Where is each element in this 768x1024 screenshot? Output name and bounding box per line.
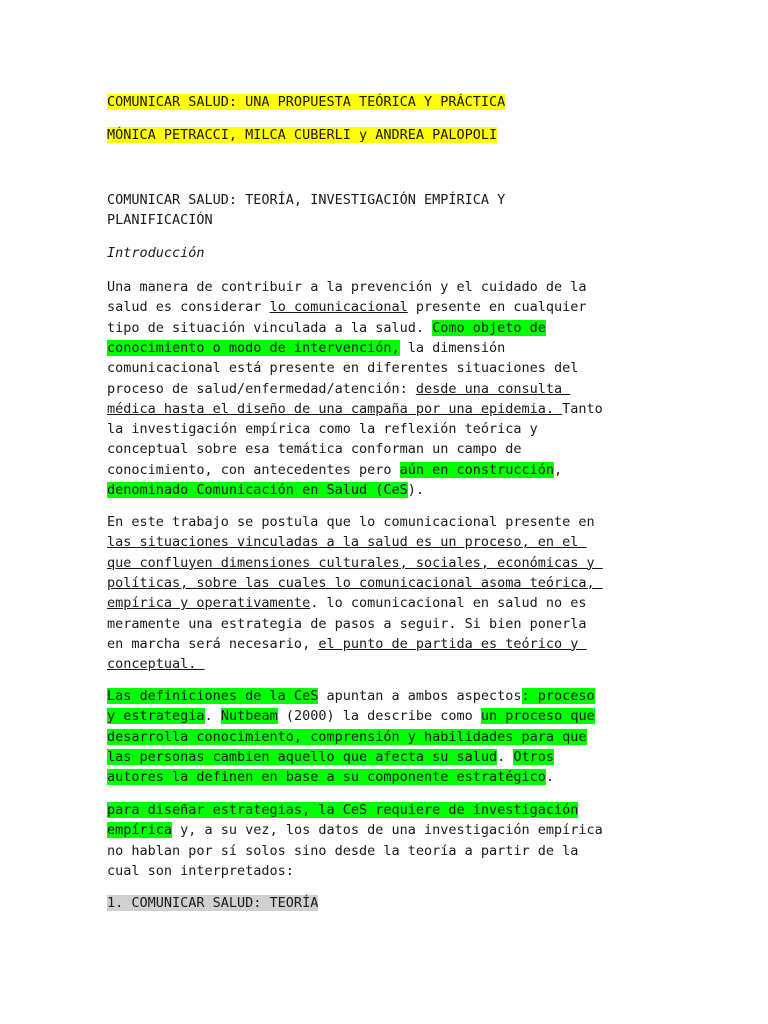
- para4-line: [107, 841, 578, 861]
- text-run: las situaciones vinculadas a la salud es un proceso, en el: [107, 534, 587, 551]
- text-run: Otros: [513, 748, 555, 765]
- para1-line: [107, 399, 603, 419]
- para4-line: [107, 820, 603, 840]
- para3-line: [107, 706, 595, 726]
- para2-line: [107, 654, 205, 674]
- text-run: y estrategia: [107, 708, 205, 725]
- text-run: las personas cambien aquello que afecta su salud: [107, 748, 498, 765]
- text-run: comunicacional está presente en diferentes situaciones del: [107, 360, 579, 377]
- text-run: médica hasta el diseño de una campaña por una epidemia.: [107, 400, 563, 417]
- document-title: COMUNICAR SALUD: UNA PROPUESTA TEÓRICA Y PRÁCTICA: [107, 94, 506, 110]
- text-run: que confluyen dimensiones culturales, sociales, económicas y: [107, 554, 603, 571]
- document-authors: MÓNICA PETRACCI, MILCA CUBERLI y ANDREA PALOPOLI: [107, 127, 498, 143]
- para1-line: [107, 379, 570, 399]
- text-run: no hablan por sí solos sino desde la teoría a partir de la: [107, 842, 579, 859]
- text-run: autores la definen en base a su componente estratégico: [107, 769, 546, 786]
- para1-line: [107, 318, 546, 338]
- text-run: ,: [554, 461, 563, 478]
- para2-line: [107, 573, 603, 593]
- text-run: . lo comunicacional en salud no es: [310, 595, 587, 612]
- text-run: empírica: [107, 822, 173, 839]
- para1-line: [107, 338, 505, 358]
- text-run: (2000) la describe como: [277, 708, 481, 725]
- para2-line: [107, 614, 587, 634]
- text-run: denominado Comunicación en Salud (CeS: [107, 482, 408, 498]
- para1-line: [107, 460, 562, 480]
- text-run: presente en cualquier: [407, 299, 587, 316]
- text-run: Nutbeam: [220, 708, 278, 725]
- text-run: salud es considerar: [107, 299, 270, 316]
- text-run: desarrolla conocimiento, comprensión y habilidades para que: [107, 728, 587, 745]
- para1-line: [107, 439, 522, 459]
- text-run: meramente una estrategia de pasos a seguir. Si bien ponerla: [107, 615, 587, 632]
- para1-line: [107, 480, 424, 500]
- text-run: en marcha será necesario,: [107, 635, 319, 652]
- text-run: Tanto: [562, 400, 603, 417]
- text-run: .: [204, 708, 221, 725]
- para4-line: [107, 800, 578, 820]
- text-run: apuntan a ambos aspectos: [318, 688, 522, 704]
- para4-line: [107, 861, 294, 881]
- text-run: cual son interpretados:: [107, 862, 294, 879]
- para1-line: [107, 358, 578, 378]
- para1-line: [107, 297, 587, 317]
- text-run: conocimiento, con antecedentes pero: [107, 461, 400, 478]
- text-run: el punto de partida es teórico y: [318, 635, 587, 652]
- text-run: para diseñar estrategias, la CeS requiere de investigación: [107, 802, 579, 818]
- text-run: Las definiciones de la CeS: [107, 688, 319, 704]
- para2-line: [107, 553, 603, 573]
- text-run: Como objeto de: [432, 319, 546, 336]
- text-run: conceptual sobre esa temática conforman un campo de: [107, 441, 522, 458]
- text-run: proceso de salud/enfermedad/atención:: [107, 380, 416, 397]
- text-run: conocimiento o modo de intervención,: [107, 339, 400, 356]
- text-run: empírica y operativamente: [107, 595, 311, 612]
- para3-line: [107, 727, 587, 747]
- text-run: desde una consulta: [415, 380, 571, 397]
- text-run: un proceso que: [480, 708, 595, 725]
- text-run: .: [545, 769, 555, 786]
- para3-line: [107, 747, 554, 767]
- text-run: y, a su vez, los datos de una investigación empírica: [172, 822, 603, 839]
- text-run: lo comunicacional: [269, 299, 408, 316]
- para2-line: [107, 512, 595, 532]
- para2-line: [107, 634, 587, 654]
- text-run: .: [497, 748, 514, 765]
- text-run: conceptual.: [107, 656, 205, 673]
- text-run: En este trabajo se postula que lo comunicacional presente en: [107, 514, 595, 530]
- text-run: tipo de situación vinculada a la salud.: [107, 319, 433, 336]
- para1-line: [107, 277, 587, 297]
- section-heading-line-1: COMUNICAR SALUD: TEORÍA, INVESTIGACIÓN EMPÍRICA Y: [107, 192, 506, 208]
- text-run: políticas, sobre las cuales lo comunicacional asoma teórica,: [107, 574, 603, 591]
- para1-line: [107, 419, 538, 439]
- text-run: : proceso: [521, 688, 595, 704]
- text-run: la investigación empírica como la reflexión teórica y: [107, 421, 538, 438]
- section-heading-line-2: PLANIFICACIÓN: [107, 212, 213, 228]
- para3-line: [107, 767, 554, 787]
- para3-line: [107, 686, 595, 706]
- text-run: Una manera de contribuir a la prevención y el cuidado de la: [107, 279, 587, 295]
- para2-line: [107, 593, 587, 613]
- subheading-introduction: Introducción: [107, 245, 205, 261]
- text-run: la dimensión: [399, 339, 506, 356]
- para2-line: [107, 532, 587, 552]
- text-run: aún en construcción: [399, 461, 555, 478]
- text-run: ).: [407, 482, 424, 498]
- section-1-heading: 1. COMUNICAR SALUD: TEORÍA: [107, 895, 319, 911]
